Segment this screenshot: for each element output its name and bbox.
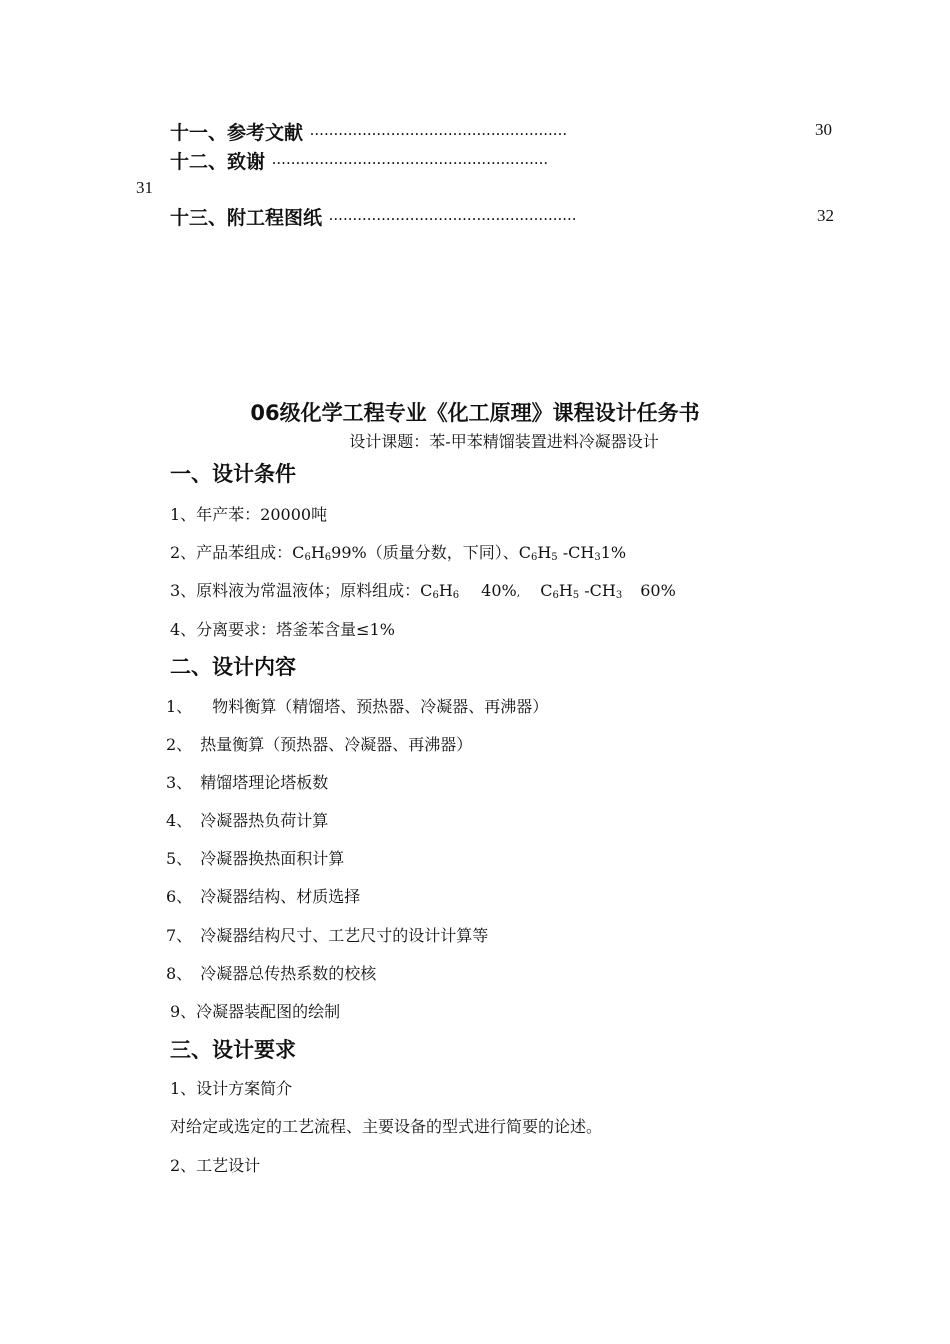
text-segment: H	[537, 543, 552, 562]
text-segment: 1%	[600, 543, 627, 562]
list-item-number: 8、	[166, 964, 193, 983]
condition-item-3	[170, 578, 676, 601]
list-item-number: 7、	[166, 926, 193, 945]
text-segment: 60%	[640, 581, 676, 600]
subscript: 6	[432, 590, 439, 601]
toc-page-number: 32	[817, 206, 834, 225]
list-item	[166, 923, 488, 946]
condition-item-2	[170, 540, 626, 563]
subscript: 6	[324, 552, 332, 563]
list-item-number: 3、	[166, 773, 193, 792]
list-item-number: 6、	[166, 887, 193, 906]
subscript: 6	[530, 552, 538, 563]
list-item	[166, 884, 360, 907]
text-segment: 99%（质量分数，下同）、C	[331, 543, 531, 562]
section-heading-conditions: 一、设计条件	[170, 462, 296, 486]
text-segment: H	[438, 581, 453, 600]
list-item	[166, 770, 328, 793]
list-item-number: 2、	[166, 735, 193, 754]
list-item	[166, 961, 376, 984]
text-segment: ,	[516, 586, 521, 599]
text-segment: 2、产品苯组成：C	[170, 543, 305, 562]
text-segment: -CH	[579, 581, 616, 600]
list-item-text: 冷凝器热负荷计算	[200, 811, 329, 830]
section-heading-content: 二、设计内容	[170, 655, 296, 679]
list-item-number: 4、	[166, 811, 193, 830]
toc-leader-dots: ······················································	[309, 125, 568, 143]
subscript: 3	[615, 590, 623, 601]
toc-page-number: 31	[136, 178, 153, 197]
section-heading-requirements: 三、设计要求	[170, 1038, 296, 1062]
text-segment: -CH	[557, 543, 595, 562]
list-item-text: 冷凝器换热面积计算	[200, 849, 345, 868]
subscript: 6	[452, 590, 460, 601]
toc-entry-drawings[interactable]	[170, 203, 577, 230]
requirement-item-2: 2、工艺设计	[170, 1156, 261, 1175]
list-item-text: 精馏塔理论塔板数	[200, 773, 329, 792]
requirement-item-1: 1、设计方案简介	[170, 1079, 293, 1098]
condition-item-1: 1、年产苯：20000吨	[170, 505, 328, 524]
subscript: 5	[551, 552, 558, 563]
list-item-text: 物料衡算（精馏塔、预热器、冷凝器、再沸器）	[212, 697, 549, 716]
toc-entry-references[interactable]	[170, 118, 567, 145]
subscript: 6	[552, 590, 559, 601]
text-segment: H	[310, 543, 325, 562]
toc-label: 十二、致谢	[170, 151, 266, 173]
subscript: 3	[594, 552, 601, 563]
subscript: 6	[304, 552, 311, 563]
list-item-text: 冷凝器总传热系数的校核	[200, 964, 377, 983]
list-item-text: 冷凝器结构、材质选择	[200, 887, 361, 906]
list-item-number: 1、	[166, 697, 193, 716]
requirement-paragraph: 对给定或选定的工艺流程、主要设备的型式进行简要的论述。	[170, 1117, 603, 1136]
text-segment: 3、原料液为常温液体；原料组成：C	[170, 581, 433, 600]
list-item-text: 冷凝器结构尺寸、工艺尺寸的设计计算等	[200, 926, 489, 945]
list-item-text: 热量衡算（预热器、冷凝器、再沸器）	[200, 735, 473, 754]
list-item	[166, 846, 344, 869]
toc-leader-dots: ··························································	[271, 154, 549, 172]
list-item	[166, 694, 548, 717]
toc-label: 十三、附工程图纸	[170, 207, 323, 229]
content-item-9: 9、冷凝器装配图的绘制	[170, 1002, 341, 1021]
text-segment: H	[558, 581, 573, 600]
condition-item-4: 4、分离要求：塔釜苯含量≤1%	[170, 620, 395, 639]
task-subtitle: 设计课题：苯-甲苯精馏装置进料冷凝器设计	[349, 432, 659, 451]
list-item	[166, 808, 328, 831]
task-title: 06级化学工程专业《化工原理》课程设计任务书	[250, 401, 700, 425]
toc-entry-acknowledgements[interactable]	[170, 147, 548, 174]
text-segment: 40%	[481, 581, 517, 600]
toc-leader-dots: ····················································	[328, 210, 577, 228]
text-segment: C	[540, 581, 553, 600]
toc-page-number: 30	[815, 120, 832, 139]
list-item	[166, 732, 472, 755]
list-item-number: 5、	[166, 849, 193, 868]
toc-label: 十一、参考文献	[170, 122, 304, 144]
subscript: 5	[572, 590, 580, 601]
